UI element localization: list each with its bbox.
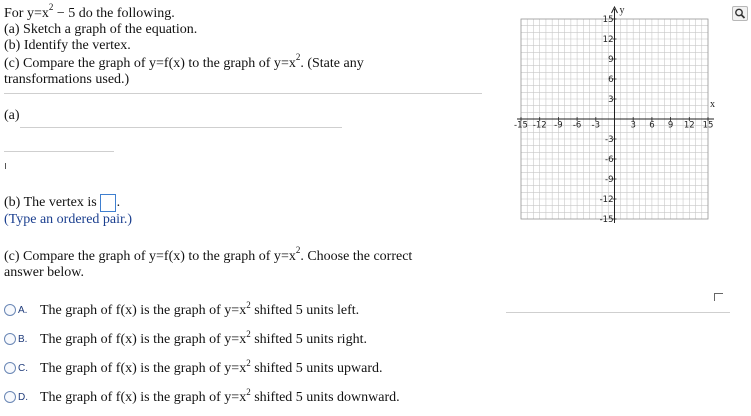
y-tick-label: -3 xyxy=(605,135,614,145)
resize-handle-icon[interactable] xyxy=(714,293,723,301)
x-tick-label: -3 xyxy=(591,120,601,131)
radio-button[interactable] xyxy=(4,333,16,345)
divider xyxy=(20,127,342,128)
question-line-2: (a) Sketch a graph of the equation. xyxy=(4,22,198,37)
radio-button[interactable] xyxy=(4,304,16,316)
magnifier-icon[interactable] xyxy=(732,6,748,21)
divider xyxy=(5,163,6,169)
x-tick-label: 3 xyxy=(630,120,636,131)
question-line-4: (c) Compare the graph of y=f(x) to the graph of $y=x^2$. (State any xyxy=(4,52,364,71)
part-b-line: (b) The vertex is . xyxy=(4,195,121,211)
question-line-3: (b) Identify the vertex. xyxy=(4,38,131,53)
y-tick-label: 12 xyxy=(602,35,614,45)
choice-letter: A. xyxy=(18,305,28,316)
y-tick-label: 9 xyxy=(608,55,614,65)
x-tick-label: -12 xyxy=(532,120,547,131)
part-a-label: (a) xyxy=(4,108,20,123)
x-tick-label: 9 xyxy=(667,120,674,131)
y-tick-label: -9 xyxy=(605,175,614,185)
x-tick-label: 15 xyxy=(702,120,714,131)
y-tick-label: 3 xyxy=(608,95,614,105)
x-tick-label: 12 xyxy=(683,120,695,131)
part-b-hint: (Type an ordered pair.) xyxy=(4,212,133,227)
x-tick-label: -15 xyxy=(514,120,528,131)
x-tick-label: -9 xyxy=(554,120,563,131)
y-tick-label: 6 xyxy=(608,75,614,85)
choice-b[interactable]: B. The graph of f(x) is the graph of $y=x^2$ shifted 5 units right. xyxy=(4,331,367,349)
choice-d[interactable]: D. The graph of f(x) is the graph of $y=x^2$ shifted 5 units downward. xyxy=(4,389,400,407)
choice-c[interactable]: C. The graph of f(x) is the graph of $y=x^2$ shifted 5 units upward. xyxy=(4,360,383,378)
choice-letter: C. xyxy=(18,363,28,374)
y-tick-label: -6 xyxy=(605,155,614,165)
y-tick-label: -15 xyxy=(599,215,614,225)
question-line-5: transformations used.) xyxy=(4,72,130,87)
coordinate-grid[interactable] xyxy=(508,2,718,234)
vertex-answer-input[interactable] xyxy=(100,194,116,212)
x-tick-label: -6 xyxy=(572,120,582,131)
y-tick-label: 15 xyxy=(602,15,614,25)
divider xyxy=(4,93,482,94)
x-axis-label: x xyxy=(710,99,715,110)
y-axis-label: y xyxy=(619,5,625,16)
choice-a[interactable]: A. The graph of f(x) is the graph of $y=x^2$ shifted 5 units left. xyxy=(4,302,359,320)
part-c-line-1: (c) Compare the graph of y=f(x) to the graph of $y=x^2$. Choose the correct xyxy=(4,245,413,264)
part-c-line-2: answer below. xyxy=(4,265,84,280)
question-line-1: For $y=x^2 - 5$ do the following. xyxy=(4,2,175,21)
divider xyxy=(506,312,730,313)
divider xyxy=(4,151,114,152)
choice-letter: B. xyxy=(18,334,28,345)
radio-button[interactable] xyxy=(4,391,16,403)
choice-letter: D. xyxy=(18,392,28,403)
x-tick-label: 6 xyxy=(649,120,655,131)
y-tick-label: -12 xyxy=(599,195,614,205)
radio-button[interactable] xyxy=(4,362,16,374)
